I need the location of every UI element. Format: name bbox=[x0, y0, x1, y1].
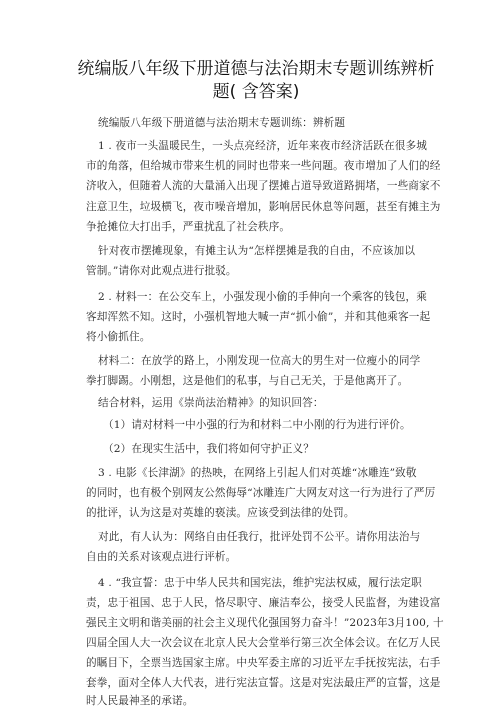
paragraph-line: 2 . 材料一：在公交车上，小强发现小偷的手伸向一个乘客的钱包，乘 bbox=[98, 291, 428, 303]
paragraph-line: 拳打脚踢。小刚想，这是他们的私事，与自己无关，于是他离开了。 bbox=[86, 375, 409, 387]
paragraph-line: 对此，有人认为：网络自由任我行，批评处罚不公平。请你用法治与 bbox=[98, 531, 421, 543]
paragraph-line: 市的角落，但给城市带来生机的同时也带来一些问题。夜市增加了人们的经 bbox=[86, 160, 441, 172]
paragraph-line: 四届全国人大一次会议在北京人民大会堂举行第三次全体会议。在亿万人民 bbox=[86, 637, 441, 649]
paragraph-line: 强民主文明和谐美丽的社会主义现代化强国努力奋斗！”2023年3月100, 十 bbox=[86, 617, 444, 629]
doc-subtitle: 统编版八年级下册道德与法治期末专题训练：辨析题 bbox=[98, 117, 346, 129]
paragraph-line: 注意卫生，垃圾横飞，夜市噪音增加，影响居民休息等问题，甚至有摊主为 bbox=[86, 201, 441, 213]
paragraph-line: 的同时，也有极个别网友公然侮辱“冰雕连广大网友对这一行为进行了严厉 bbox=[86, 487, 436, 499]
paragraph-line: 套拳，面对全体人大代表，进行宪法宣誓。这是对宪法最庄严的宣誓，这是 bbox=[86, 677, 441, 689]
paragraph-line: 争抢摊位大打出手，严重扰乱了社会秩序。 bbox=[86, 221, 291, 233]
question-item: （2）在现实生活中，我们将如何守护正义？ bbox=[103, 443, 315, 455]
paragraph-line: 时人民最神圣的承诺。 bbox=[86, 695, 194, 707]
document-title: 统编版八年级下册道德与法治期末专题训练辨析题( 含答案) bbox=[77, 59, 435, 102]
paragraph-line: 客却浑然不知。这时，小强机智地大喊一声“抓小偷”，并和其他乘客一起 bbox=[86, 311, 431, 323]
paragraph-line: 将小偷抓住。 bbox=[86, 331, 151, 343]
paragraph-line: 的瞩目下，全票当选国家主席。中央军委主席的习近平左手抚按宪法，右手 bbox=[86, 657, 441, 669]
paragraph-line: 3 . 电影《长津湖》的热映，在网络上引起人们对英雄“冰雕连”致敬 bbox=[98, 467, 417, 479]
paragraph-line: 济收入，但随着人流的大量涌入出现了摆摊占道导致道路拥堵，一些商家不 bbox=[86, 180, 441, 192]
paragraph-line: 自由的关系对该观点进行评析。 bbox=[86, 551, 237, 563]
paragraph-line: 的批评，认为这是对英雄的亵渎。应该受到法律的处罚。 bbox=[86, 507, 355, 519]
question-item: （1）请对材料一中小强的行为和材料二中小刚的行为进行评价。 bbox=[103, 419, 411, 431]
paragraph-line: 责，忠于祖国、忠于人民，恪尽职守、廉洁奉公，接受人民监督，为建设富 bbox=[86, 597, 441, 609]
paragraph-line: 针对夜市摆摊现象，有摊主认为“怎样摆摊是我的自由，不应该加以 bbox=[98, 245, 416, 257]
paragraph-line: 1 . 夜市一头温暖民生，一头点亮经济，近年来夜市经济活跃在很多城 bbox=[98, 140, 428, 152]
paragraph-line: 结合材料，运用《崇尚法治精神》的知识回答： bbox=[98, 397, 324, 409]
paragraph-line: 4 . “我宣誓：忠于中华人民共和国宪法，维护宪法权威，履行法定职 bbox=[98, 577, 422, 589]
paragraph-line: 管制。”请你对此观点进行批驳。 bbox=[86, 265, 237, 277]
paragraph-line: 材料二：在放学的路上，小刚发现一位高大的男生对一位瘦小的同学 bbox=[98, 355, 421, 367]
